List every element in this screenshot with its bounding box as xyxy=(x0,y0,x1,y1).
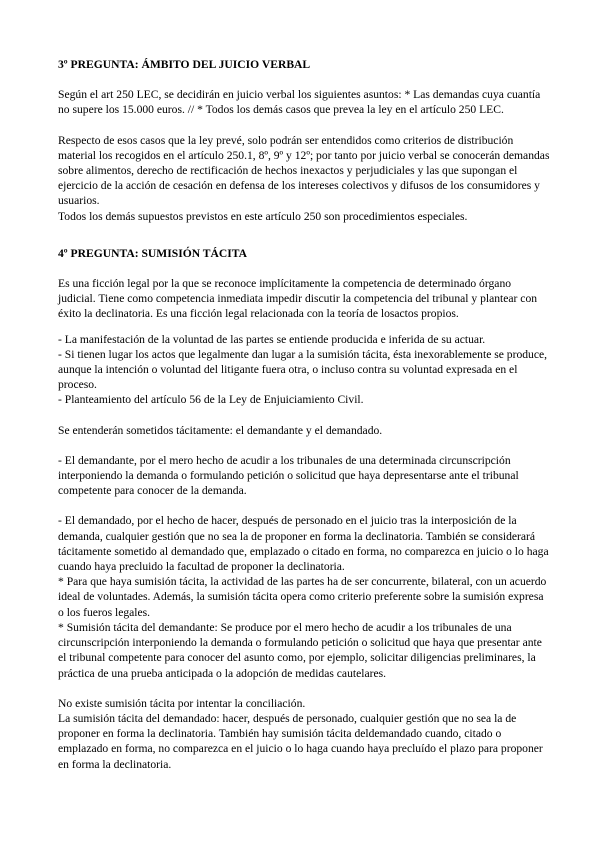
section-4-heading: 4º PREGUNTA: SUMISIÓN TÁCITA xyxy=(58,246,248,260)
section-4-paragraph-7: No existe sumisión tácita por intentar la conciliación. xyxy=(58,696,306,710)
list-item: - Si tienen lugar los actos que legalmente dan lugar a la sumisión tácita, ésta inexorablemente se produce, aunque la intención o voluntad del litigante fuera otra, o incluso contra su voluntad expresada en el proceso. xyxy=(58,347,548,392)
section-3-paragraph-3: Todos los demás supuestos previstos en este artículo 250 son procedimientos especiales. xyxy=(58,209,468,223)
section-3-paragraph-2: Respecto de esos casos que la ley prevé, solo podrán ser entendidos como criterios de distribución material los recogidos en el artículo 250.1, 8º, 9º y 12º; por tanto por juicio verbal se conocerán demandas sobre alimentos, derecho de rectificación de hechos inexactos y perjudiciales y las que supongan el ejercicio de la acción de cesación en defensa de los intereses colectivos y difusos de los consumidores y usuarios. xyxy=(58,133,550,208)
section-4-paragraph-6: * Sumisión tácita del demandante: Se produce por el mero hecho de acudir a los tribunales de una circunscripción interponiendo la demanda o formulando petición o solicitud que haya que presentar ante el tribunal competente para conocer del asunto como, por ejemplo, solicitar diligencias preliminares, la práctica de una prueba anticipada o la adopción de medidas cautelares. xyxy=(58,620,542,680)
section-4-paragraph-4: - El demandado, por el hecho de hacer, después de personado en el juicio tras la interposición de la demanda, cualquier gestión que no sea la de proponer en forma la declinatoria. También se considerará tácitamente sometido al demandado que, emplazado o citado en forma, no comparezca en juicio o lo haga cuando haya precluido la facultad de proponer la declinatoria. xyxy=(58,514,549,574)
section-4-paragraph-3: - El demandante, por el mero hecho de acudir a los tribunales de una determinada circunscripción interponiendo la demanda o formulando petición o solicitud que haya depresentarse ante el tribunal competente para conocer de la demanda. xyxy=(58,453,519,498)
section-3-heading: 3º PREGUNTA: ÁMBITO DEL JUICIO VERBAL xyxy=(58,58,311,71)
section-4-paragraph-8: La sumisión tácita del demandado: hacer, después de personado, cualquier gestión que no sea la de proponer en forma la declinatoria. También hay sumisión tácita deldemandado cuando, citado o emplazado en forma, no comparezca en el juicio o lo haga cuando haya precluído el plazo para proponer en forma la declinatoria. xyxy=(58,711,543,771)
section-4-paragraph-2: Se entenderán sometidos tácitamente: el demandante y el demandado. xyxy=(58,423,383,437)
section-4-paragraph-5: * Para que haya sumisión tácita, la actividad de las partes ha de ser concurrente, bilateral, con un acuerdo ideal de voluntades. Además, la sumisión tácita opera como criterio preferente sobre la sumisión expresa o los fueros legales. xyxy=(58,575,547,619)
section-3-paragraph-1: Según el art 250 LEC, se decidirán en juicio verbal los siguientes asuntos: * Las demandas cuya cuantía no supere los 15.000 euros. // * Todos los demás casos que prevea la ley en el artículo 250 LEC. xyxy=(58,88,541,117)
list-item: - La manifestación de la voluntad de las partes se entiende producida e inferida de su actuar. xyxy=(58,332,486,346)
section-4-paragraph-1: Es una ficción legal por la que se reconoce implícitamente la competencia de determinado órgano judicial. Tiene como competencia inmediata impedir discutir la competencia del tribunal y plantear con éxito la declinatoria. Es una ficción legal relacionada con la teoría de losactos propios. xyxy=(58,277,538,321)
list-item: - Planteamiento del artículo 56 de la Ley de Enjuiciamiento Civil. xyxy=(58,393,364,407)
